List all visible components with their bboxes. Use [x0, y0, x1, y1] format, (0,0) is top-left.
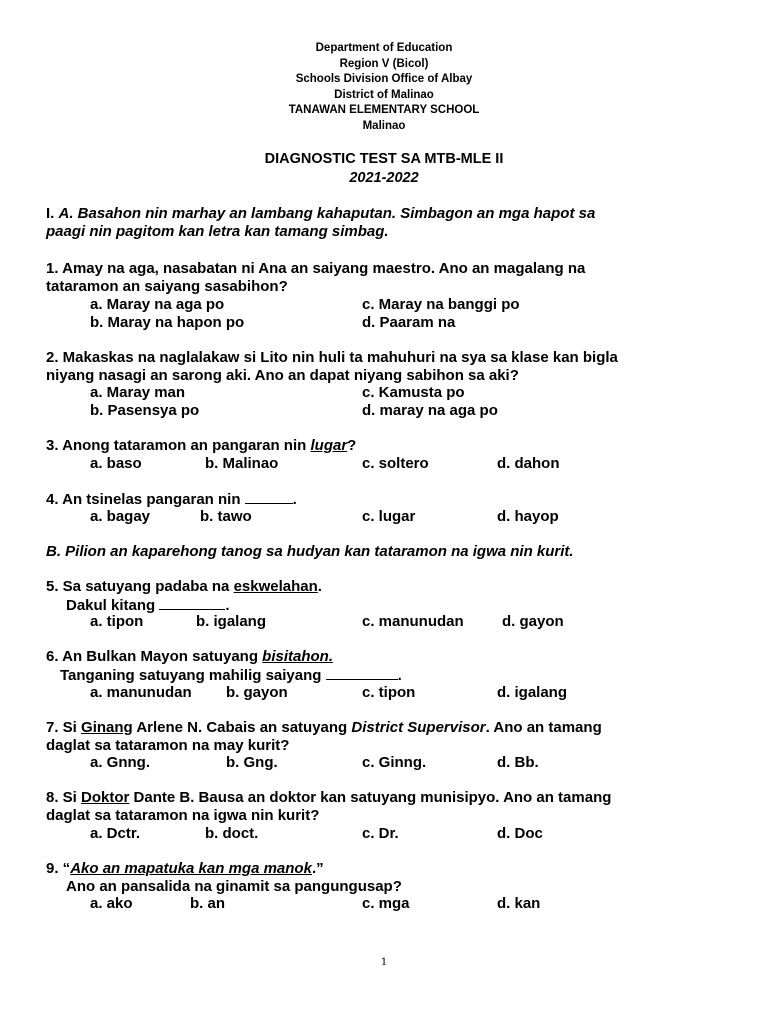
- question-3-option-a: a. baso: [90, 455, 142, 472]
- question-7-line2: daglat sa tataramon na may kurit?: [46, 737, 290, 754]
- part-a-instruction: A. Basahon nin marhay an lambang kahaputan. Simbagon an mga hapot sa: [58, 205, 596, 222]
- question-7-line1: [46, 719, 602, 737]
- header-department: Department of Education: [315, 42, 453, 54]
- question-8-option-d: d. Doc: [497, 825, 543, 842]
- question-2-option-b: b. Pasensya po: [90, 402, 200, 419]
- question-6-option-d: d. igalang: [497, 684, 568, 701]
- question-4-blank: [245, 490, 293, 504]
- question-5-line2-text: Dakul kitang: [66, 597, 160, 614]
- question-7-option-b: b. Gng.: [226, 754, 278, 771]
- question-6-option-a: a. manunudan: [90, 684, 192, 701]
- question-5-line2-suffix: .: [225, 597, 230, 614]
- question-9-text: 9. “: [46, 860, 71, 877]
- part-a-instruction-line2: paagi nin pagitom kan letra kan tamang simbag.: [46, 223, 389, 240]
- question-8-option-b: b. doct.: [205, 825, 259, 842]
- question-1-option-a: a. Maray na aga po: [90, 296, 225, 313]
- question-3-text: 3. Anong tataramon an pangaran nin: [46, 437, 311, 454]
- question-6-text: 6. An Bulkan Mayon satuyang: [46, 648, 263, 665]
- page-number: 1: [380, 957, 388, 968]
- question-5-option-d: d. gayon: [502, 613, 564, 630]
- question-7-middle: Arlene N. Cabais an satuyang: [132, 719, 352, 736]
- question-9-option-d: d. kan: [497, 895, 541, 912]
- question-9-line1: [46, 860, 324, 878]
- test-title: DIAGNOSTIC TEST SA MTB-MLE II: [264, 151, 504, 167]
- question-6-option-c: c. tipon: [362, 684, 416, 701]
- question-5-option-a: a. tipon: [90, 613, 144, 630]
- header-division: Schools Division Office of Albay: [295, 73, 473, 85]
- question-1-line2: tataramon an saiyang sasabihon?: [46, 278, 288, 295]
- question-4-option-d: d. hayop: [497, 508, 559, 525]
- question-8-option-c: c. Dr.: [362, 825, 399, 842]
- header-district: District of Malinao: [334, 88, 434, 101]
- header-school: TANAWAN ELEMENTARY SCHOOL: [288, 104, 480, 116]
- question-6-line2-suffix: .: [397, 667, 402, 684]
- question-7-option-c: c. Ginng.: [362, 754, 427, 771]
- question-6-key-word: bisitahon.: [262, 648, 333, 665]
- question-3-suffix: ?: [347, 437, 357, 454]
- question-1-option-b: b. Maray na hapon po: [90, 314, 245, 331]
- question-2-option-d: d. maray na aga po: [362, 402, 498, 419]
- question-3-option-d: d. dahon: [497, 455, 560, 472]
- part-a-instruction-line1: [46, 205, 595, 223]
- question-7-key-word: Ginang: [81, 719, 133, 736]
- question-6-blank: [326, 666, 398, 680]
- question-4-option-c: c. lugar: [362, 508, 416, 525]
- question-2-option-a: a. Maray man: [90, 384, 186, 401]
- question-3-option-b: b. Malinao: [205, 455, 279, 472]
- question-6-line2-text: Tanganing satuyang mahilig saiyang: [60, 667, 326, 684]
- question-4-text: 4. An tsinelas pangaran nin: [46, 491, 245, 508]
- question-5-option-c: c. manunudan: [362, 613, 464, 630]
- question-3-option-c: c. soltero: [362, 455, 429, 472]
- test-year: 2021-2022: [349, 170, 419, 186]
- question-8-line1: [46, 789, 611, 807]
- part-b-instruction: B. Pilion an kaparehong tanog sa hudyan kan tataramon na igwa nin kurit.: [46, 543, 574, 560]
- question-6-option-b: b. gayon: [226, 684, 288, 701]
- question-7-option-a: a. Gnng.: [90, 754, 150, 771]
- question-9-quote: Ako an mapatuka kan mga manok: [70, 860, 312, 877]
- header-region: Region V (Bicol): [339, 57, 429, 70]
- question-4-option-b: b. tawo: [200, 508, 252, 525]
- question-5-key-word: eskwelahan: [233, 578, 318, 595]
- question-9-option-a: a. ako: [90, 895, 133, 912]
- question-6-line2: [60, 666, 402, 685]
- question-1-option-d: d. Paaram na: [362, 314, 456, 331]
- question-9-option-c: c. mga: [362, 895, 410, 912]
- question-7-italic: District Supervisor: [351, 719, 486, 736]
- question-8-text: 8. Si: [46, 789, 82, 806]
- question-4-option-a: a. bagay: [90, 508, 151, 525]
- question-3: [46, 437, 356, 455]
- question-5-text: 5. Sa satuyang padaba na: [46, 578, 234, 595]
- question-9-option-b: b. an: [190, 895, 226, 912]
- question-3-key-word: lugar: [310, 437, 348, 454]
- question-9-suffix: .”: [311, 860, 324, 877]
- question-8-option-a: a. Dctr.: [90, 825, 141, 842]
- question-7-suffix: . Ano an tamang: [485, 719, 602, 736]
- question-4: [46, 490, 297, 509]
- question-5-suffix: .: [317, 578, 322, 595]
- header-town: Malinao: [362, 119, 406, 132]
- question-7-option-d: d. Bb.: [497, 754, 539, 771]
- question-5-line1: [46, 578, 322, 596]
- question-8-line2: daglat sa tataramon na igwa nin kurit?: [46, 807, 320, 824]
- question-5-blank: [159, 596, 225, 610]
- question-1-option-c: c. Maray na banggi po: [362, 296, 520, 313]
- question-7-text: 7. Si: [46, 719, 82, 736]
- question-2-line2: niyang nasagi an sarong aki. Ano an dapat niyang sabihon sa aki?: [46, 367, 519, 384]
- question-8-key-word: Doktor: [81, 789, 130, 806]
- question-1-line1: 1. Amay na aga, nasabatan ni Ana an saiyang maestro. Ano an magalang na: [46, 260, 586, 277]
- question-4-suffix: .: [292, 491, 297, 508]
- question-2-line1: 2. Makaskas na naglalakaw si Lito nin huli ta mahuhuri na sya sa klase kan bigla: [46, 349, 618, 366]
- question-2-option-c: c. Kamusta po: [362, 384, 465, 401]
- question-8-suffix: Dante B. Bausa an doktor kan satuyang munisipyo. Ano an tamang: [129, 789, 612, 806]
- question-5-option-b: b. igalang: [196, 613, 267, 630]
- part-a-label: I.: [46, 205, 55, 222]
- question-9-line2: Ano an pansalida na ginamit sa pangungusap?: [66, 878, 402, 895]
- question-6-line1: [46, 648, 333, 666]
